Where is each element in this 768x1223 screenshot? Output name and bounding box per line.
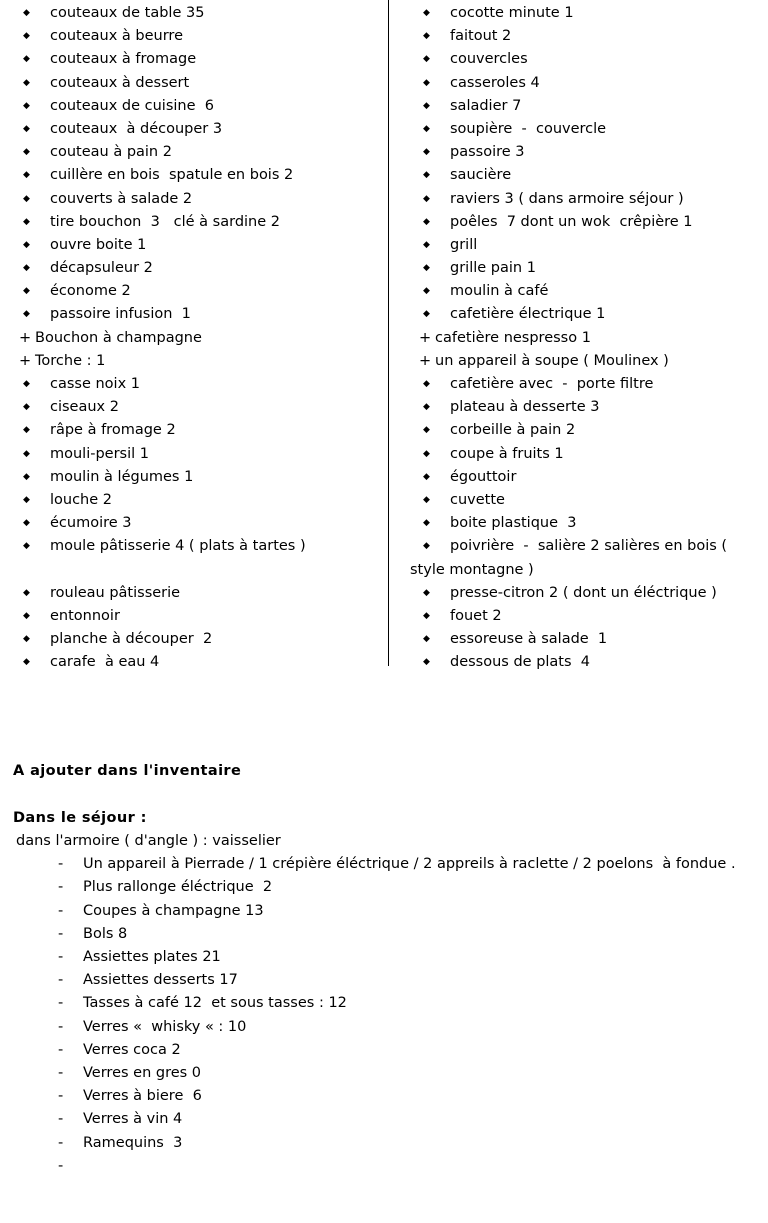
list-item	[410, 443, 764, 466]
list-item	[58, 946, 768, 969]
list-item-label: un appareil à soupe ( Moulinex )	[435, 352, 669, 369]
bullet-icon: ◆	[23, 448, 30, 459]
list-item	[10, 605, 384, 628]
list-item-label: couteaux de cuisine 6	[50, 97, 214, 114]
list-item	[10, 396, 384, 419]
list-item	[410, 2, 764, 25]
list-item	[10, 628, 384, 651]
list-item	[10, 95, 384, 118]
bullet-icon: ◆	[423, 541, 430, 552]
bullet-icon: ◆	[423, 77, 430, 88]
list-item	[10, 535, 384, 558]
list-item-label: ciseaux 2	[50, 399, 119, 416]
list-item	[58, 969, 768, 992]
bullet-icon: ◆	[23, 610, 30, 621]
list-item	[10, 25, 384, 48]
list-item-label: Verres à biere 6	[83, 1088, 202, 1105]
list-item-label: Assiettes desserts 17	[83, 972, 238, 989]
bullet-icon: ◆	[23, 541, 30, 552]
bullet-icon: ◆	[423, 31, 430, 42]
list-item-label: passoire 3	[450, 144, 525, 161]
plus-icon: +	[19, 352, 32, 369]
bullet-icon: ◆	[23, 77, 30, 88]
list-item-label: boite plastique 3	[450, 515, 577, 532]
list-item	[410, 396, 764, 419]
plus-icon: +	[19, 329, 32, 346]
bullet-icon: ◆	[23, 425, 30, 436]
bullet-icon: ◆	[23, 494, 30, 505]
add-items-list	[13, 853, 768, 1174]
list-item-label: couteaux à dessert	[50, 74, 190, 91]
list-item-label: dessous de plats 4	[450, 654, 590, 671]
bullet-icon: ◆	[423, 379, 430, 389]
bullet-icon: ◆	[423, 54, 430, 65]
list-item	[10, 188, 384, 211]
list-item-label: corbeille à pain 2	[450, 422, 576, 439]
list-item-label: poêles 7 dont un wok crêpière 1	[450, 213, 693, 230]
bullet-icon: ◆	[423, 425, 430, 436]
list-item-label: couteaux à découper 3	[50, 120, 223, 137]
list-item-label: Verres en gres 0	[83, 1065, 202, 1082]
list-item-label: passoire infusion 1	[50, 306, 191, 323]
list-item-label: cafetière avec - porte filtre	[450, 376, 654, 392]
list-item-label: louche 2	[50, 491, 113, 508]
bullet-icon: ◆	[423, 471, 430, 482]
list-item-label: style montagne )	[410, 561, 534, 578]
bullet-icon: ◆	[423, 518, 430, 529]
list-item-label: coupe à fruits 1	[450, 445, 564, 462]
list-item	[10, 118, 384, 141]
bullet-icon: ◆	[23, 518, 30, 529]
list-item-label: cafetière nespresso 1	[435, 329, 591, 346]
list-item-label: rouleau pâtisserie	[50, 584, 181, 601]
heading-add-to-inventory: A ajouter dans l'inventaire	[13, 763, 242, 780]
list-item-label: couteaux à fromage	[50, 51, 197, 68]
list-item-label: saladier 7	[450, 97, 522, 114]
list-item	[410, 141, 764, 164]
dash-icon: -	[58, 1088, 64, 1105]
list-item-label: fouet 2	[450, 607, 502, 624]
list-item	[58, 1016, 768, 1039]
list-item-label: grille pain 1	[450, 260, 536, 277]
bullet-icon: ◆	[423, 147, 430, 158]
list-item-label: grill	[450, 236, 478, 253]
inventory-list-left	[10, 2, 384, 674]
list-item	[58, 853, 768, 876]
list-item	[410, 95, 764, 118]
bullet-icon: ◆	[423, 494, 430, 505]
list-item-label: écumoire 3	[50, 515, 132, 532]
list-item-label: cuillère en bois spatule en bois 2	[50, 167, 294, 184]
bullet-icon: ◆	[423, 448, 430, 459]
list-item-label: cuvette	[450, 491, 505, 508]
list-item	[10, 257, 384, 280]
list-item-label: mouli-persil 1	[50, 445, 150, 462]
list-item	[410, 605, 764, 628]
list-item-label: ouvre boite 1	[50, 236, 147, 253]
list-item	[410, 25, 764, 48]
bullet-icon: ◆	[423, 193, 430, 204]
list-item	[58, 876, 768, 899]
bullet-icon: ◆	[23, 100, 30, 111]
bullet-icon: ◆	[23, 193, 30, 204]
bullet-icon: ◆	[423, 610, 430, 621]
list-item-label: Plus rallonge éléctrique 2	[83, 879, 273, 896]
list-item	[410, 303, 764, 326]
list-item-label: couverts à salade 2	[50, 190, 193, 207]
dash-icon: -	[58, 925, 64, 942]
list-item-label: Tasses à café 12 et sous tasses : 12	[83, 995, 347, 1012]
list-item	[10, 466, 384, 489]
bullet-icon: ◆	[423, 634, 430, 645]
bullet-icon: ◆	[423, 239, 430, 250]
bullet-icon: ◆	[23, 402, 30, 413]
column-divider	[388, 0, 389, 666]
dash-icon: -	[58, 995, 64, 1012]
list-item-label: casseroles 4	[450, 74, 540, 91]
list-item-label: économe 2	[50, 283, 131, 300]
heading-room: Dans le séjour :	[13, 809, 147, 826]
list-item-label: Ramequins 3	[83, 1134, 183, 1151]
list-item	[10, 489, 384, 512]
bullet-icon: ◆	[23, 147, 30, 158]
list-item-label: Verres « whisky « : 10	[83, 1018, 247, 1035]
list-item	[410, 628, 764, 651]
list-item-label: entonnoir	[50, 607, 120, 624]
list-item	[410, 48, 764, 71]
bullet-icon: ◆	[23, 263, 30, 274]
list-item	[410, 118, 764, 141]
bullet-icon: ◆	[423, 263, 430, 274]
list-item-label: saucière	[450, 167, 512, 184]
bullet-icon: ◆	[423, 170, 430, 181]
list-item	[10, 582, 384, 605]
list-item-label: égouttoir	[450, 468, 517, 485]
list-item	[10, 72, 384, 95]
bullet-icon: ◆	[423, 100, 430, 111]
list-item	[410, 559, 764, 582]
bullet-icon: ◆	[23, 31, 30, 42]
list-item	[10, 234, 384, 257]
list-item	[410, 327, 764, 350]
list-item	[10, 141, 384, 164]
list-item-label: cocotte minute 1	[450, 5, 574, 21]
dash-icon: -	[58, 902, 64, 919]
bullet-icon: ◆	[23, 286, 30, 297]
list-item-label: raviers 3 ( dans armoire séjour )	[450, 190, 684, 207]
dash-icon: -	[58, 1111, 64, 1128]
dash-icon: -	[58, 972, 64, 989]
dash-icon: -	[58, 949, 64, 966]
list-item	[410, 280, 764, 303]
list-item	[410, 211, 764, 234]
list-item-label: soupière - couvercle	[450, 120, 607, 137]
bullet-icon: ◆	[423, 8, 430, 18]
bullet-icon: ◆	[23, 123, 30, 134]
list-item	[10, 280, 384, 303]
plus-icon: +	[419, 329, 432, 346]
bullet-icon: ◆	[23, 657, 30, 668]
bullet-icon: ◆	[23, 8, 30, 18]
spacer	[13, 784, 768, 807]
list-item-label: couvercles	[450, 51, 528, 68]
list-item	[58, 1039, 768, 1062]
dash-icon: -	[58, 1041, 64, 1058]
list-item	[58, 992, 768, 1015]
bullet-icon: ◆	[23, 471, 30, 482]
list-item	[410, 257, 764, 280]
bullet-icon: ◆	[23, 379, 30, 389]
list-item-label: Bols 8	[83, 925, 128, 942]
dash-icon: -	[58, 879, 64, 896]
list-item-label: moule pâtisserie 4 ( plats à tartes )	[50, 538, 306, 555]
list-item	[410, 419, 764, 442]
list-item	[10, 303, 384, 326]
list-item	[410, 350, 764, 373]
list-item-label: Assiettes plates 21	[83, 949, 221, 966]
list-item-label: faitout 2	[450, 28, 512, 45]
dash-icon: -	[58, 856, 64, 873]
bullet-icon: ◆	[23, 216, 30, 227]
inventory-list-right	[410, 2, 764, 674]
bullet-icon: ◆	[423, 309, 430, 320]
list-item	[410, 72, 764, 95]
list-item	[10, 211, 384, 234]
plus-icon: +	[419, 352, 432, 369]
list-item	[58, 923, 768, 946]
bullet-icon: ◆	[23, 170, 30, 181]
list-item	[410, 373, 764, 396]
list-item	[10, 419, 384, 442]
list-item-label: Un appareil à Pierrade / 1 crépière éléctrique / 2 appreils à raclette / 2 poelons à fondue .	[83, 856, 736, 873]
list-item-label: Verres coca 2	[83, 1041, 181, 1058]
bullet-icon: ◆	[423, 587, 430, 598]
list-item	[10, 373, 384, 396]
bullet-icon: ◆	[23, 309, 30, 320]
bullet-icon: ◆	[423, 216, 430, 227]
cupboard-intro: dans l'armoire ( d'angle ) : vaisselier	[16, 833, 281, 850]
list-item-label: moulin à légumes 1	[50, 468, 194, 485]
bullet-icon: ◆	[23, 587, 30, 598]
list-item	[410, 489, 764, 512]
list-item-label: décapsuleur 2	[50, 260, 153, 277]
list-item	[10, 443, 384, 466]
list-item-label: couteaux de table 35	[50, 5, 205, 21]
list-item-label: poivrière - salière 2 salières en bois (	[450, 538, 728, 555]
list-item	[410, 582, 764, 605]
list-item-label: couteaux à beurre	[50, 28, 183, 45]
list-item-label: Bouchon à champagne	[35, 329, 202, 346]
list-item-label: planche à découper 2	[50, 631, 213, 648]
list-item	[410, 234, 764, 257]
lower-section	[0, 674, 768, 1174]
list-item	[58, 1085, 768, 1108]
list-item	[410, 188, 764, 211]
bullet-icon: ◆	[423, 286, 430, 297]
list-item-label: cafetière électrique 1	[450, 306, 606, 323]
dash-icon: -	[58, 1157, 64, 1174]
bullet-icon: ◆	[423, 657, 430, 668]
list-item-label: couteau à pain 2	[50, 144, 172, 161]
list-item	[58, 1062, 768, 1085]
bullet-icon: ◆	[23, 634, 30, 645]
dash-icon: -	[58, 1018, 64, 1035]
list-item	[10, 512, 384, 535]
list-item-label: essoreuse à salade 1	[450, 631, 608, 648]
list-item	[10, 350, 384, 373]
dash-icon: -	[58, 1134, 64, 1151]
list-item-label: presse-citron 2 ( dont un éléctrique )	[450, 584, 717, 601]
list-item	[410, 164, 764, 187]
bullet-icon: ◆	[23, 239, 30, 250]
list-item	[410, 512, 764, 535]
bullet-icon: ◆	[423, 123, 430, 134]
list-item	[410, 466, 764, 489]
list-item	[10, 2, 384, 25]
list-item-label: casse noix 1	[50, 376, 141, 392]
list-item-label: Coupes à champagne 13	[83, 902, 264, 919]
list-item	[410, 535, 764, 558]
inventory-column-left	[0, 2, 388, 674]
list-item-label: plateau à desserte 3	[450, 399, 600, 416]
list-item-label: Verres à vin 4	[83, 1111, 183, 1128]
list-item	[10, 327, 384, 350]
inventory-column-right	[388, 2, 768, 674]
list-item	[10, 48, 384, 71]
list-item	[58, 900, 768, 923]
list-item	[10, 559, 384, 582]
list-item-label: râpe à fromage 2	[50, 422, 176, 439]
list-item-label: tire bouchon 3 clé à sardine 2	[50, 213, 280, 230]
list-item	[10, 164, 384, 187]
list-item	[10, 651, 384, 674]
bullet-icon: ◆	[23, 54, 30, 65]
list-item	[58, 1108, 768, 1131]
list-item-label: carafe à eau 4	[50, 654, 160, 671]
bullet-icon: ◆	[423, 402, 430, 413]
list-item	[410, 651, 764, 674]
list-item	[58, 1132, 768, 1155]
list-item-label: Torche : 1	[35, 352, 106, 369]
list-item-label: moulin à café	[450, 283, 549, 300]
dash-icon: -	[58, 1065, 64, 1082]
